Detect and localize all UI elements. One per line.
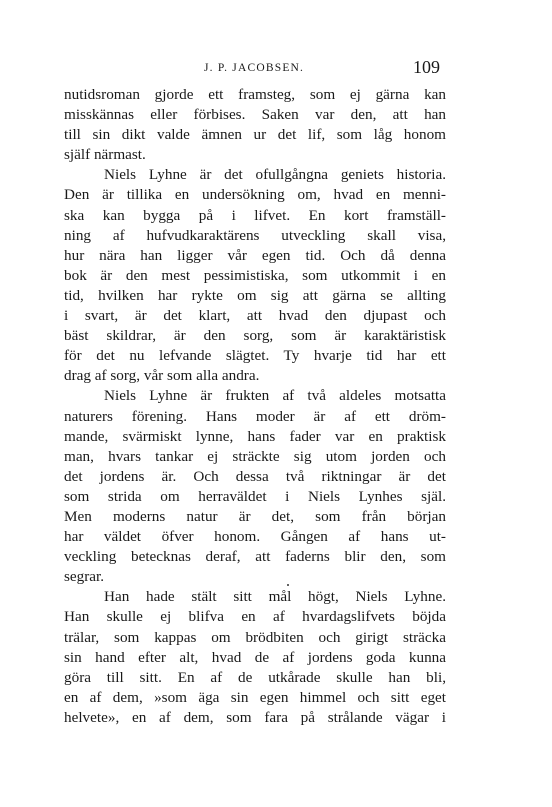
text-line: drag af sorg, vår som alla andra. — [64, 367, 260, 385]
text-line: misskännas eller förbises. Saken var den, att han — [64, 106, 446, 124]
page-header — [64, 57, 446, 81]
print-speck — [287, 584, 289, 586]
text-line: trälar, som kappas om brödbiten och girigt sträcka — [64, 628, 446, 646]
text-line: i svart, är det klart, att hvad den djupast och — [64, 307, 446, 325]
text-line: Han hade stält sitt mål högt, Niels Lyhne. — [104, 588, 446, 606]
text-line: ning af hufvudkaraktärens utveckling skall visa, — [64, 226, 446, 244]
running-head: J. P. JACOBSEN. — [204, 62, 305, 74]
text-line: för det nu lefvande slägtet. Ty hvarje tid har ett — [64, 347, 446, 365]
text-line: har väldet öfver honom. Gången af hans ut- — [64, 528, 446, 546]
text-line: själf närmast. — [64, 146, 146, 164]
text-line: man, hvars tankar ej sträckte sig utom jorden och — [64, 447, 446, 465]
text-line: Niels Lyhne är frukten af två aldeles motsatta — [104, 387, 446, 405]
text-line: bäst skildrar, är den sorg, som är karaktäristisk — [64, 327, 446, 345]
text-line: helvete», en af dem, som fara på strålande vägar i — [64, 708, 446, 726]
text-line: mande, svärmiskt lynne, hans fader var en praktisk — [64, 427, 446, 445]
text-line: Han skulle ej blifva en af hvardagslifvets böjda — [64, 608, 446, 626]
text-line: Den är tillika en undersökning om, hvad en menni- — [64, 186, 446, 204]
text-line: ska kan bygga på i lifvet. En kort framställ- — [64, 206, 446, 224]
text-line: det jordens är. Och dessa två riktningar är det — [64, 467, 446, 485]
text-line: nutidsroman gjorde ett framsteg, som ej gärna kan — [64, 86, 446, 103]
body-text — [64, 85, 446, 728]
text-line: som strida om herraväldet i Niels Lynhes själ. — [64, 487, 446, 505]
text-line: sin hand efter alt, hvad de af jordens goda kunna — [64, 648, 446, 666]
text-line: Men moderns natur är det, som från början — [64, 507, 446, 525]
text-line: en af dem, »som äga sin egen himmel och sitt eget — [64, 688, 446, 706]
text-line: naturers förening. Hans moder är af ett dröm- — [64, 407, 446, 425]
text-line: göra till sitt. En af de utkårade skulle han bli, — [64, 668, 446, 686]
page-number: 109 — [413, 57, 440, 77]
text-line: till sin dikt valde ämnen ur det lif, som låg honom — [64, 126, 446, 144]
text-line: tid, hvilken har rykte om sig att gärna se allting — [64, 286, 446, 304]
text-line: bok är den mest pessimistiska, som utkommit i en — [64, 266, 446, 284]
text-line: segrar. — [64, 568, 105, 586]
text-line: hur nära han ligger vår egen tid. Och då denna — [64, 246, 446, 264]
text-line: veckling betecknas deraf, att faderns blir den, som — [64, 548, 446, 566]
text-line: Niels Lyhne är det ofullgångna geniets historia. — [104, 166, 446, 184]
